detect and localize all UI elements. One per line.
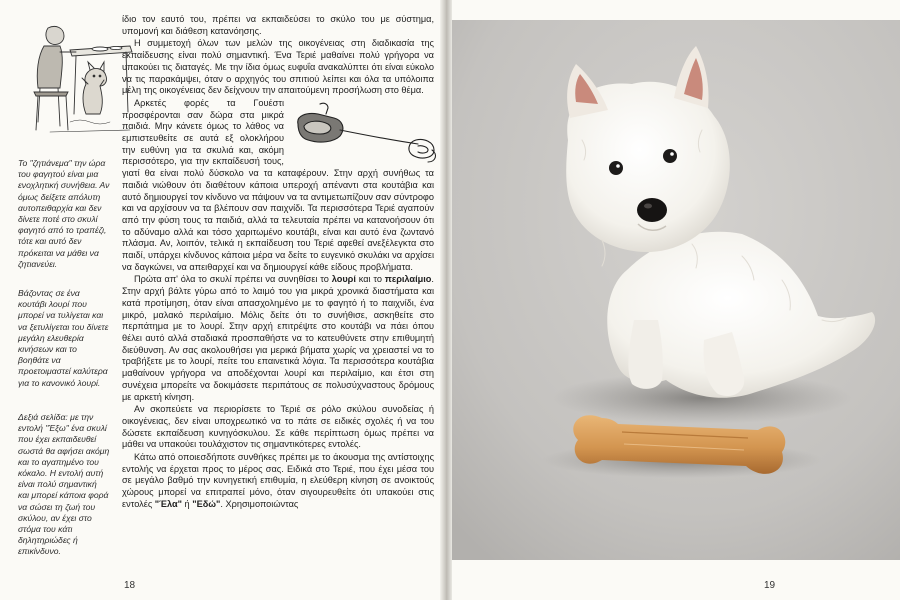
paragraph: Πρώτα απ' όλα το σκυλί πρέπει να συνηθίσει το λουρί και το περιλαίμιο. Στην αρχή βάλτε γύρω από το λαιμό του για μικρά χρονικά διαστήματα και κατά προτίμηση, όταν είναι απασχολημένο με το φαγητό ή το παιχνίδι, ένα μικρό, μαλακό περιλαίμιο. Μόλις δείτε ότι το συνήθισε, ασκηθείτε στο περπάτημα με το λουρί. Στην αρχή επιτρέψτε στο κουτάβι να πάει όπου θέλει αυτό αλλά σταδιακά προσπαθήστε να το κατευθύνετε στην επιθυμητή διεύθυνση. Αν σας ακολουθήσει για μερικά βήματα χωρίς να χρειαστεί να το τραβήξετε με το λουρί, πείτε του επαινετικά λόγια. Τα περισσότερα κουτάβια μαθαίνουν γρήγορα να αποδέχονται λουρί και περιλαίμιο, και έτσι στη συνέχεια μπορείτε να δοκιμάσετε περιπάτους σε πολυσύχναστους δρόμους με αρκετή κίνηση. (122, 274, 434, 402)
paragraph: ίδιο τον εαυτό του, πρέπει να εκπαιδεύσει το σκύλο του με σύστημα, υπομονή και διάθεση κατανόησης. (122, 14, 434, 36)
sidebar-caption-begging: Το "ζητιάνεμα" την ώρα του φαγητού είναι μια ενοχλητική συνήθεια. Αν όμως δείξετε απόλυτη αυτοπειθαρχία και δεν δίνετε ποτέ στο σκυλί φαγητό από το τραπέζι, τότε και αυτό δεν πρόκειται να μάθει να ζητιανεύει. (18, 158, 110, 269)
bold-term-collar: περιλαίμιο (384, 274, 432, 285)
book-gutter (440, 0, 452, 600)
main-text-column (122, 14, 434, 512)
paragraph: Αν σκοπεύετε να περιορίσετε το Τεριέ σε ρόλο σκύλου συνοδείας ή οικογένειας, δεν είναι υποχρεωτικό να το πάτε σε ειδικές σχολές ή να του δώσετε εκπαίδευση κυνηγόσκυλου. Σε κάθε περίπτωση όμως πρέπει να μάθει να υπακούει τουλάχιστον τις σημαντικότερες εντολές. (122, 404, 434, 450)
bold-term-here: "Εδώ" (192, 498, 221, 509)
west-highland-terrier-with-bone-photo (452, 20, 900, 560)
page-number-left: 18 (124, 580, 136, 591)
left-page (0, 0, 446, 600)
paragraph: Αρκετές φορές τα Γουέστι προσφέρονται σαν δώρα στα μικρά παιδιά. Μην κάνετε όμως το λάθος να εμπιστευθείτε σε αυτά εξ ολοκλήρου την ευθύνη για τα σκυλιά και, ακόμη περισσότερο, για την εκπαίδευσή τους, γιατί θα είναι πολύ δύσκολο να τα καταφέρουν. Στην αρχή συνήθως τα παιδιά νιώθουν ότι διαθέτουν κάποια υπεροχή απέναντι στα κουτάβια και αυτό δημιουργεί τον κίνδυνο να πάψουν να τα αντιμετωπίζουν σαν σύντροφο και να αρχίσουν να τα βλέπουν σαν παιχνίδι. Τα περισσότερα Τεριέ αγαπούν από την φύση τους τα παιδιά, αλλά τα τελευταία πρέπει να κατανοήσουν ότι το αδύναμο αλλά και τόσο χαριτωμένο κουτάβι, είναι και αυτό ένα ζωντανό πλάσμα. Αν, λοιπόν, τελικά η εκπαίδευση του Τεριέ αφεθεί ανεξέλεγκτα στο παιδί, υπάρχει κίνδυνος κάποια μέρα να δείτε το ευγενικό σκυλάκι να αρχίσει να δαγκώνει, να απειθαρχεί και να δημιουργεί κάθε είδους προβλήματα. (122, 97, 434, 272)
bold-term-come: "Έλα" (154, 498, 182, 509)
sidebar-caption-bone: Δεξιά σελίδα: με την εντολή "Έξω" ένα σκυλί που έχει εκπαιδευθεί σωστά θα αφήσει ακόμη και το αγαπημένο του κόκαλο. Η εντολή αυτή είναι πολύ σημαντική και μπορεί κάποια φορά να σώσει τη ζωή του σκύλου, αν έχει στο στόμα του κάτι δηλητηριώδες ή επικίνδυνο. (18, 412, 110, 557)
paragraph: Η συμμετοχή όλων των μελών της οικογένειας στη διαδικασία της εκπαίδευσης είναι πολύ σημαντική. Ένα Τεριέ μαθαίνει πολύ γρήγορα να υπακούει τις διαταγές. Με την ίδια όμως ευφυΐα ανακαλύπτει ότι είναι εύκολο να τις παρακάμψει, όταν ο αρχηγός του σπιτιού λείπει και όλα τα υπόλοιπα μέλη της οικογένειας δεν δείχνουν την απαιτούμενη προσήλωση στο θέμα. (122, 38, 434, 96)
retractable-leash-drawing (290, 100, 440, 166)
family-dinner-sketch (30, 22, 134, 140)
page-number-right: 19 (764, 580, 776, 591)
paragraph: Κάτω από οποιεσδήποτε συνθήκες πρέπει με το άκουσμα της αντίστοιχης εντολής να έρχεται προς το μέρος σας. Ειδικά στο Τεριέ, που έχει μέσα του σε μεγάλο βαθμό την κυνηγετική επιθυμία, η ελεύθερη κίνηση σε ανοικτούς χώρους μπορεί να επιτραπεί μόνο, όταν σιγουρευθείτε ότι υπακούει στις εντολές "Έλα" ή "Εδώ". Χρησιμοποιώντας (122, 452, 434, 509)
sidebar-caption-leash: Βάζοντας σε ένα κουτάβι λουρί που μπορεί να τυλίγεται και να ξετυλίγεται του δίνετε μεγάλη ελευθερία κινήσεων και το βοηθάτε να προετοιμαστεί καλύτερα για το κανονικό λουρί. (18, 288, 109, 388)
right-page (452, 0, 900, 600)
bold-term-leash: λουρί (331, 274, 356, 285)
